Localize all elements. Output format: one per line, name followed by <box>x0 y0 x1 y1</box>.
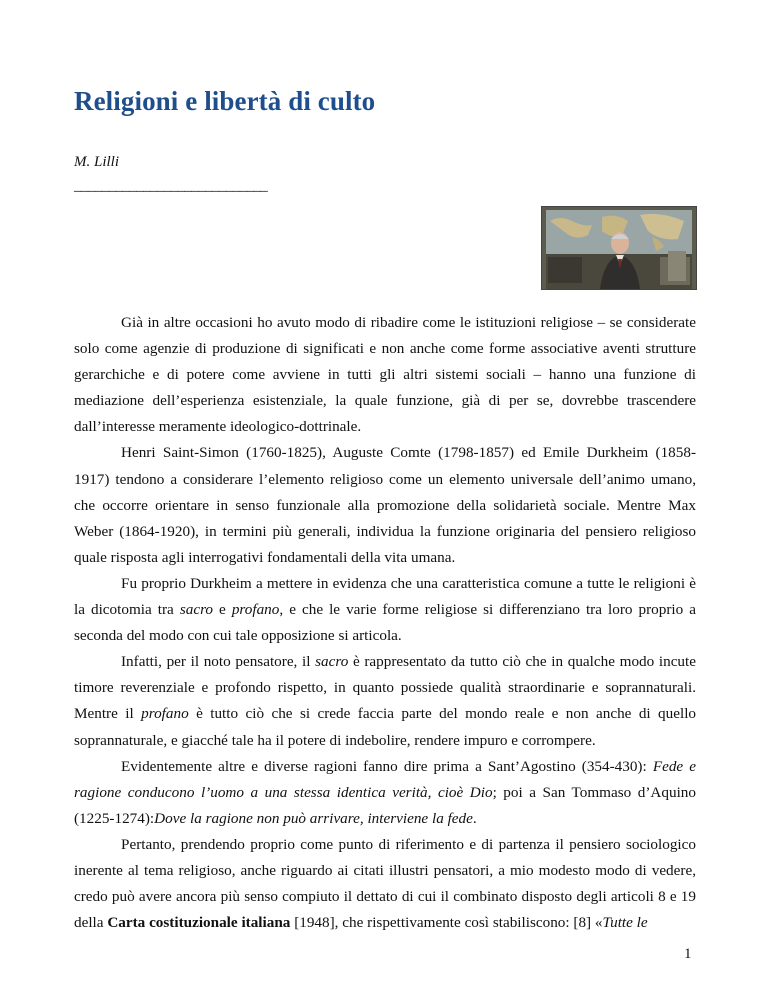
text-run: Evidentemente altre e diverse ragioni fanno dire prima a Sant’Agostino (354-430): <box>121 757 653 775</box>
paragraph <box>74 310 696 440</box>
text-run: Infatti, per il noto pensatore, il <box>121 653 316 671</box>
article-body <box>74 310 696 936</box>
paragraph <box>74 571 696 649</box>
italic-text: Tutte le <box>602 914 648 932</box>
author-photo <box>541 206 697 290</box>
paragraph <box>74 832 696 936</box>
italic-text: sacro <box>179 601 214 619</box>
text-run: Già in altre occasioni ho avuto modo di ribadire come le istituzioni religiose – se considerate solo come agenzie di produzione di significati e non anche come forme associative aventi strutture gerarchiche e di potere come avviene in tutti gli altri sistemi sociali – hanno una funzione di mediazione dell’esperienza esistenziale, la quale funzione, già di per se, dovrebbe trascendere dall’interesse meramente ideologico-dottrinale. <box>74 314 696 436</box>
paragraph <box>74 440 696 570</box>
author-photo-image <box>542 207 696 289</box>
text-run: è tutto ciò che si crede faccia parte del mondo reale e non anche di quello soprannaturale, e giacché tale ha il potere di indebolire, rendere impuro e corrompere. <box>74 705 697 749</box>
paragraph <box>74 649 696 753</box>
text-run: è rappresentato da tutto ciò che in qualche modo incute timore reverenziale e profondo rispetto, in quanto possiede qualità straordinarie e soprannaturali. Mentre il <box>74 653 696 723</box>
text-run: , e che le varie forme religiose si differenziano tra loro proprio a seconda del modo con cui tale opposizione si articola. <box>74 601 696 645</box>
text-run: . <box>472 809 477 827</box>
text-run: [1948], che rispettivamente così stabiliscono: [8] « <box>290 914 603 932</box>
text-run: Henri Saint-Simon (1760-1825), Auguste Comte (1798-1857) ed Emile Durkheim (1858-1917) tendono a considerare l’elemento religioso come un elemento universale dell’animo umano, che occorre orientare in senso funzionale alla promozione della solidarietà sociale. Mentre Max Weber (1864-1920), in termini più generali, individua la funzione originaria del pensiero religioso quale risposta agli interrogativi fondamentali della vita umana. <box>74 444 696 566</box>
bold-text: Carta costituzionale italiana <box>107 914 291 932</box>
text-run: Pertanto, prendendo proprio come punto di riferimento e di partenza il pensiero sociologico inerente al tema religioso, anche riguardo ai citati illustri pensatori, a mio modesto modo di vedere, credo può avere ancora più senso compiuto il dettato di cui il combinato disposto degli articoli 8 e 19 della <box>74 835 696 932</box>
paragraph <box>74 754 696 832</box>
text-run: e <box>213 601 232 619</box>
text-run: Fu proprio Durkheim a mettere in evidenza che una caratteristica comune a tutte le religioni è la dicotomia tra <box>74 574 696 619</box>
italic-text: profano <box>231 601 280 619</box>
author-name: M. Lilli <box>74 154 120 170</box>
author-separator: ____________________________ <box>74 178 268 194</box>
italic-text: Fede e ragione conducono l’uomo a una stessa identica verità, cioè Dio <box>74 757 697 801</box>
page-number: 1 <box>684 946 692 962</box>
italic-text: profano <box>141 705 189 723</box>
text-run: ; poi a San Tommaso d’Aquino (1225-1274): <box>74 783 696 827</box>
italic-text: Dove la ragione non può arrivare, interviene la fede <box>154 809 473 827</box>
document-title: Religioni e libertà di culto <box>74 86 376 116</box>
italic-text: sacro <box>315 653 349 671</box>
